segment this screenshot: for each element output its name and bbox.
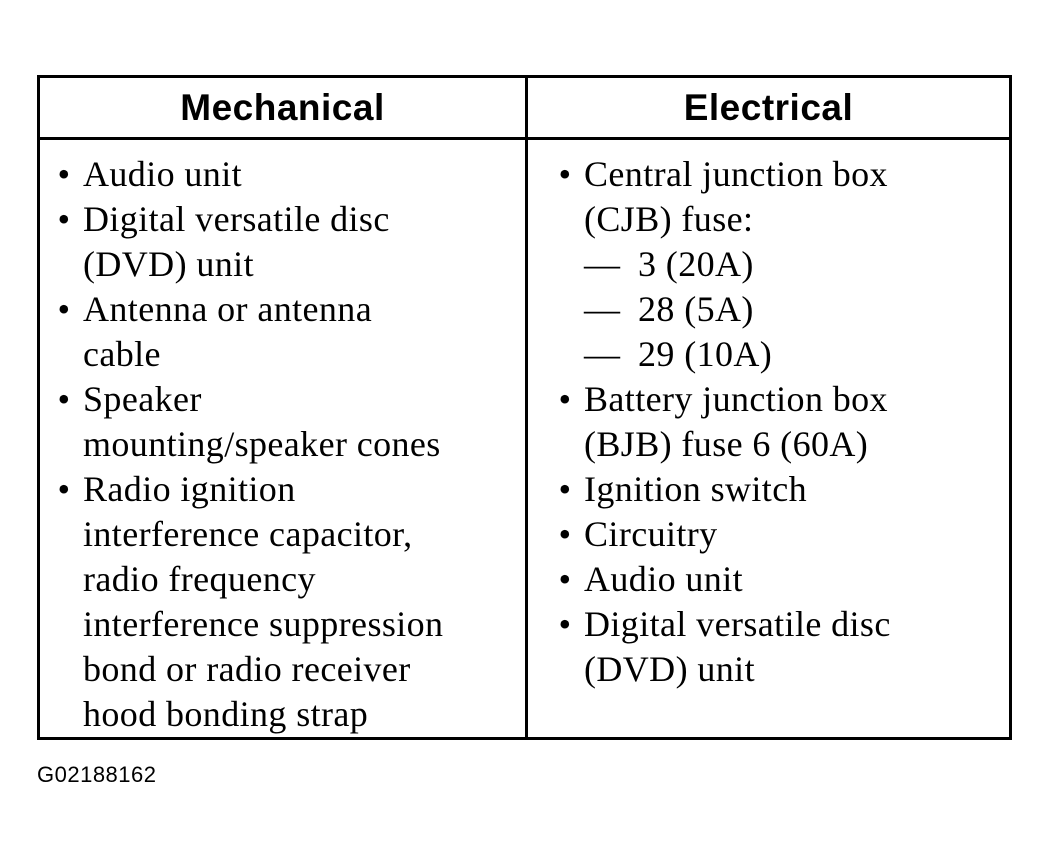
column-divider xyxy=(525,78,528,737)
sub-item-label: 28 (5A) xyxy=(638,289,754,329)
list-item xyxy=(550,512,1000,557)
list-item-line: interference suppression xyxy=(83,604,444,644)
mechanical-column xyxy=(49,152,519,737)
header-divider xyxy=(40,137,1009,140)
bullet-icon: • xyxy=(558,514,572,554)
bullet-icon: • xyxy=(57,289,71,329)
list-item-line: radio frequency xyxy=(83,559,316,599)
list-item xyxy=(550,557,1000,602)
sub-item xyxy=(584,242,1000,287)
bullet-icon: • xyxy=(558,469,572,509)
list-item-line: Battery junction box xyxy=(584,379,888,419)
header-mechanical: Mechanical xyxy=(180,86,385,128)
list-item-line: interference capacitor, xyxy=(83,514,413,554)
list-item-line: Radio ignition xyxy=(83,469,296,509)
bullet-icon: • xyxy=(57,469,71,509)
list-item-line: Audio unit xyxy=(584,559,744,599)
bullet-icon: • xyxy=(558,604,572,644)
sub-item xyxy=(584,287,1000,332)
list-item xyxy=(550,602,1000,692)
dash-icon: — xyxy=(584,334,621,374)
list-item xyxy=(49,287,519,377)
list-item xyxy=(49,197,519,287)
list-item-line: Digital versatile disc xyxy=(83,199,390,239)
list-item xyxy=(550,152,1000,377)
list-item-line: Speaker xyxy=(83,379,202,419)
header-electrical: Electrical xyxy=(683,86,854,128)
electrical-column xyxy=(550,152,1000,692)
dash-icon: — xyxy=(584,244,621,284)
bullet-icon: • xyxy=(57,154,71,194)
list-item-line: (BJB) fuse 6 (60A) xyxy=(584,424,869,464)
list-item-line: hood bonding strap xyxy=(83,694,369,734)
bullet-icon: • xyxy=(57,379,71,419)
sub-item xyxy=(584,332,1000,377)
diagnosis-table xyxy=(37,75,1012,740)
dash-icon: — xyxy=(584,289,621,329)
list-item xyxy=(49,152,519,197)
list-item-line: Ignition switch xyxy=(584,469,807,509)
list-item xyxy=(49,377,519,467)
list-item xyxy=(49,467,519,737)
list-item-line: bond or radio receiver xyxy=(83,649,411,689)
list-item-line: (CJB) fuse: xyxy=(584,199,754,239)
sub-item-label: 29 (10A) xyxy=(638,334,773,374)
list-item-line: Central junction box xyxy=(584,154,888,194)
sub-item-label: 3 (20A) xyxy=(638,244,754,284)
list-item-line: mounting/speaker cones xyxy=(83,424,441,464)
list-item-line: Antenna or antenna xyxy=(83,289,373,329)
list-item xyxy=(550,467,1000,512)
list-item-line: Circuitry xyxy=(584,514,718,554)
list-item-line: Audio unit xyxy=(83,154,243,194)
bullet-icon: • xyxy=(558,559,572,599)
list-item-line: cable xyxy=(83,334,161,374)
list-item-line: (DVD) unit xyxy=(83,244,254,284)
bullet-icon: • xyxy=(558,379,572,419)
list-item-line: Digital versatile disc xyxy=(584,604,891,644)
bullet-icon: • xyxy=(57,199,71,239)
list-item-line: (DVD) unit xyxy=(584,649,755,689)
figure-id: G02188162 xyxy=(37,762,157,787)
bullet-icon: • xyxy=(558,154,572,194)
list-item xyxy=(550,377,1000,467)
